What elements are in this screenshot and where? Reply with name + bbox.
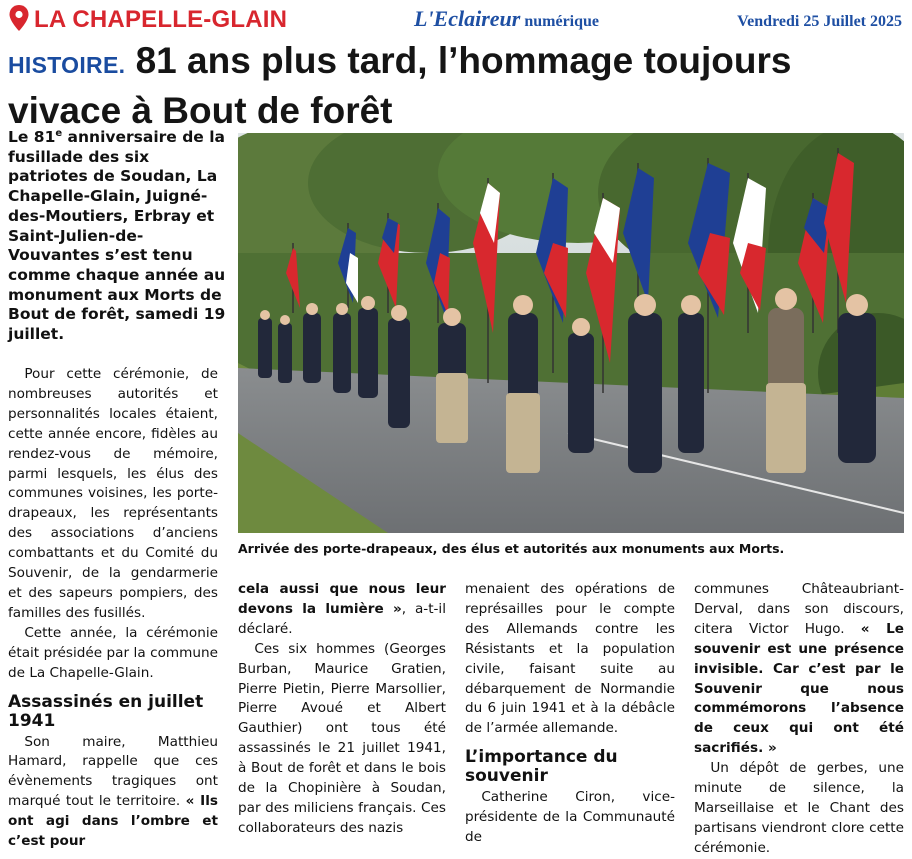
paragraph bbox=[8, 733, 218, 852]
location-label: LA CHAPELLE-GLAIN bbox=[34, 6, 288, 33]
paragraph bbox=[694, 580, 904, 759]
paragraph: Un dépôt de gerbes, une minute de silence, la Marseillaise et le Chant des partisans viendront clore cette cérémonie. bbox=[694, 760, 904, 856]
ceremony-photo bbox=[238, 133, 904, 533]
publication-brand: L'Eclaireur bbox=[414, 6, 521, 31]
article-title: 81 ans plus tard, l’hommage toujours vivace à Bout de forêt bbox=[8, 40, 792, 131]
article-kicker: HISTOIRE. bbox=[8, 52, 126, 78]
paragraph: menaient des opérations de représailles pour le compte des Allemands contre les Résistants et la population civile, faisant suite au débarquement de Normandie du 6 juin 1941 et à la débâcle de l’armée allemande. bbox=[465, 581, 675, 737]
paragraph-text: , a-t-il déclaré. bbox=[238, 600, 446, 637]
section-heading: Assassinés en juillet 1941 bbox=[8, 691, 204, 731]
paragraph: Catherine Ciron, vice-présidente de la Communauté de bbox=[465, 789, 675, 846]
paragraph-text: Son maire, Matthieu Hamard, rappelle que ces évènements tragiques ont marqué tout le territoire. bbox=[8, 733, 218, 810]
paragraph: Pour cette cérémonie, de nombreuses autorités et personnalités locales étaient, cette année encore, fidèles au rendez-vous de mémoire, parmi lesquels, les élus des communes voisines, les porte-drapeaux, les représentants des associations d’anciens combattants et du Comité du Souvenir, de la gendarmerie et des sapeurs pompiers, des familles des fusillés. bbox=[8, 366, 218, 621]
paragraph bbox=[238, 580, 446, 640]
article-column-1 bbox=[8, 365, 218, 852]
article-intro bbox=[8, 128, 230, 345]
article-column-3 bbox=[465, 580, 675, 848]
quote-text: cela aussi que nous leur devons la lumière » bbox=[238, 581, 446, 617]
paragraph: Ces six hommes (Georges Burban, Maurice Gratien, Pierre Pietin, Pierre Marsollier, Pierre Avoué et Albert Gauthier) ont tous été assassinés le 21 juillet 1941, à Bout de forêt et dans le bois de la Chopinière à Soudan, par des miliciens français. Ces collaborateurs des nazis bbox=[238, 640, 446, 836]
article-headline bbox=[8, 38, 908, 133]
article-column-2 bbox=[238, 580, 446, 839]
intro-superscript: e bbox=[55, 127, 63, 139]
location-pin-icon bbox=[8, 4, 30, 32]
paragraph: Cette année, la cérémonie était présidée par la commune de La Chapelle-Glain. bbox=[8, 624, 218, 681]
section-heading: L’importance du souvenir bbox=[465, 747, 618, 787]
publication-date: Vendredi 25 Juillet 2025 bbox=[737, 13, 902, 30]
article-column-4 bbox=[694, 580, 904, 859]
photo-caption: Arrivée des porte-drapeaux, des élus et autorités aux monuments aux Morts. bbox=[238, 541, 785, 556]
intro-text-end: anniversaire de la fusillade des six patriotes de Soudan, La Chapelle-Glain, Juigné-des-Moutiers, Erbray et Saint-Julien-de-Vouvantes s’est tenu comme chaque année au monument aux Morts de Bout de forêt, samedi 19 juillet. bbox=[8, 128, 226, 344]
quote-text: « Ils ont agi dans l’ombre et c’est pour bbox=[8, 793, 218, 850]
publication-masthead bbox=[414, 6, 599, 32]
paragraph-text: communes Châteaubriant-Derval, dans son discours, citera Victor Hugo. bbox=[694, 581, 904, 637]
quote-text: « Le souvenir est une présence invisible. Car c’est par le Souvenir que nous commémorons l’absence de ceux qui ont été sacrifiés. » bbox=[694, 620, 904, 757]
publication-suffix: numérique bbox=[524, 13, 600, 30]
intro-text-start: Le 81 bbox=[8, 128, 56, 146]
